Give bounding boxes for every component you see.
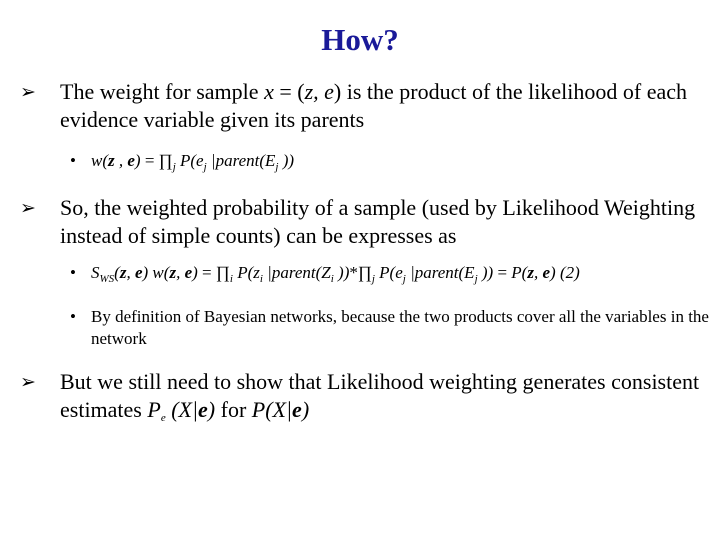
bullet-text: The weight for sample x = (z, e) is the product of the likelihood of each evidence variable given its parents: [60, 79, 688, 132]
arrow-bullet-icon: ➢: [20, 81, 36, 103]
arrow-bullet-icon: ➢: [20, 197, 36, 219]
formula-text: $S_{WS}(z$, e) w(z, $e) = \prod_i$ $P(z_i$ $|parent(Z_i$ ))$*\prod_j$ $P(e_j$ $|parent(E_j$ )) = P(z, e) (2): [91, 263, 580, 285]
bullet-consistency: [20, 368, 700, 424]
slide-title: How?: [321, 22, 399, 57]
bullet-text: So, the weighted probability of a sample (used by Likelihood Weighting instead of simple counts) can be expresses as: [60, 195, 696, 248]
bullet-text: But we still need to show that Likelihood weighting generates consistent estimates $P_e$ (X|e) for P(X|e): [60, 369, 700, 424]
formula-text: w(z , $e) = \prod_j$ $P(e_j$ $|parent(E_j$ )): [91, 151, 295, 173]
bullet-text: By definition of Bayesian networks, because the two products cover all the variables in the network: [91, 307, 709, 348]
dot-bullet-icon: •: [70, 307, 76, 326]
dot-bullet-icon: •: [70, 263, 76, 282]
dot-bullet-icon: •: [70, 151, 76, 170]
bullet-weight-definition: [20, 78, 700, 134]
arrow-bullet-icon: ➢: [20, 371, 36, 393]
bullet-weighted-probability: [20, 194, 700, 250]
